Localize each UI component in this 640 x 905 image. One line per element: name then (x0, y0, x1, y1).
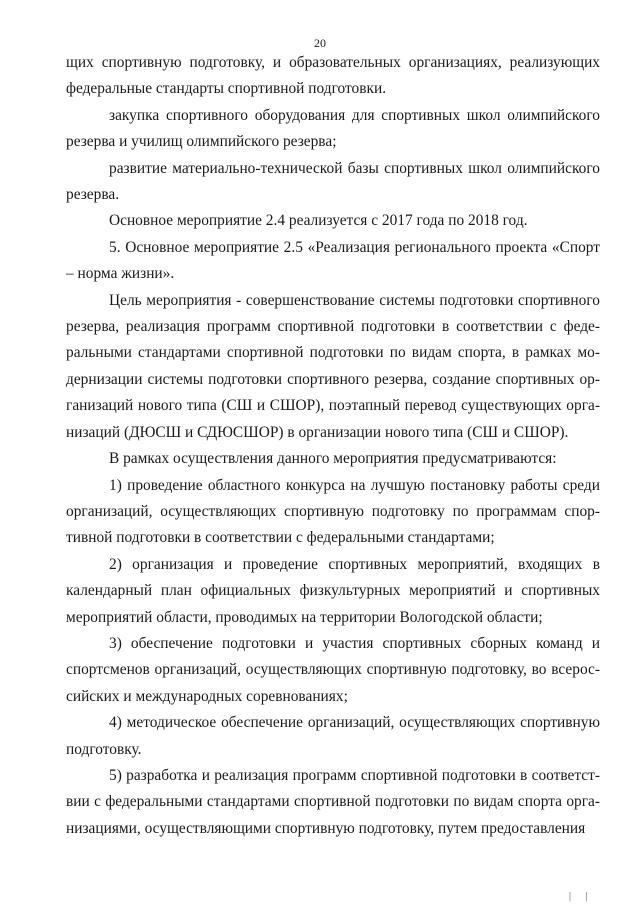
list-item-3: 3) обеспечение подготовки и участия спортивных сборных команд и спортсменов организаций, осуществляющих спортивную подготовку, во всероссийских и международных соревнованиях; (66, 634, 600, 705)
paragraph-continuation: щих спортивную подготовку, и образовательных организациях, реализующих федеральные стандарты спортивной подготовки. (66, 54, 600, 98)
list-item-2: 2) организация и проведение спортивных мероприятий, входящих в календарный план официальных физкультурных мероприятий и спортивных мероприятий области, проводимых на территории Вологодской области; (66, 555, 600, 626)
paragraph-measure-2-4-period: Основное мероприятие 2.4 реализуется с 2017 года по 2018 год. (109, 212, 528, 230)
page-number: 20 (314, 36, 326, 50)
list-item-1: 1) проведение областного конкурса на лучшую постановку работы среди организаций, осуществляющих спортивную подготовку по программам спортивной подготовки в соответствии с федеральными стандартами; (66, 476, 600, 547)
paragraph-measure-2-5-heading: 5. Основное мероприятие 2.5 «Реализация регионального проекта «Спорт – норма жизни». (66, 238, 600, 283)
paragraph-measure-scope: В рамках осуществления данного мероприятия предусматриваются: (109, 450, 557, 468)
paragraph-measure-goal: Цель мероприятия - совершенствование системы подготовки спортивного резерва, реализация программ спортивной подготовки в соответствии с федеральными стандартами спортивной подготовки по видам спорта, в рамках модернизации системы подготовки спортивного резерва, создание спортивных организаций нового типа (СШ и СШОР), поэтапный перевод существующих организаций (ДЮСШ и СДЮСШОР) в организации нового типа (СШ и СШОР). (66, 291, 600, 441)
paragraph-equipment-purchase: закупка спортивного оборудования для спортивных школ олимпийского резерва и училищ олимпийского резерва; (66, 106, 600, 151)
list-item-4: 4) методическое обеспечение организаций, осуществляющих спортивную подготовку. (66, 714, 600, 758)
document-body (66, 50, 600, 842)
list-item-5: 5) разработка и реализация программ спортивной подготовки в соответствии с федеральными стандартами спортивной подготовки по видам спорта организациями, осуществляющими спортивную подготовку, путем предоставления (66, 766, 600, 837)
scan-corner-mark: | | (569, 891, 594, 902)
paragraph-material-base: развитие материально-технической базы спортивных школ олимпийского резерва. (66, 159, 600, 204)
